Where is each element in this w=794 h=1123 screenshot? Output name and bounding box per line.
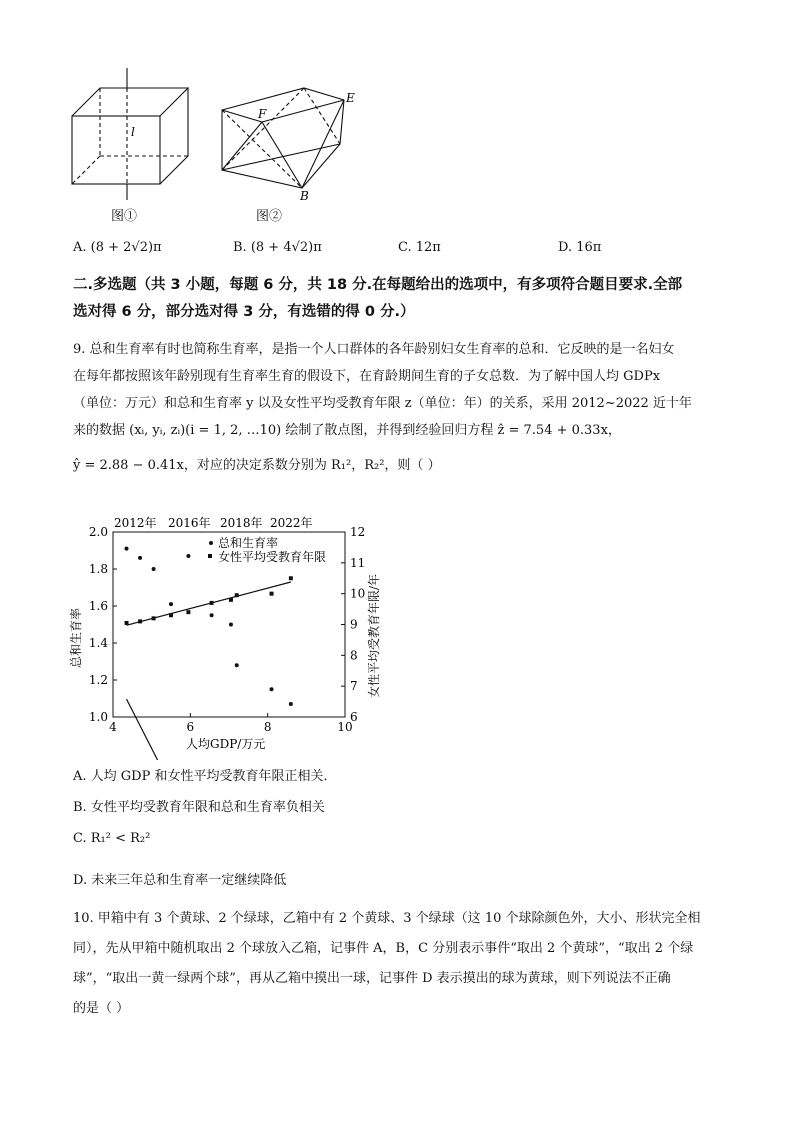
solid-hidden-edges [222,88,340,188]
y-right-tick-label: 8 [350,648,358,663]
y-right-tick-label: 7 [350,679,358,694]
fertility-point [229,623,233,627]
cuboid-front-face [72,116,160,184]
figure-2-solid [210,84,360,204]
section-2-line-1: 二.多选题（共 3 小题，每题 6 分，共 18 分.在每题给出的选项中，有多项符合题目要求.全部 [73,277,683,293]
y-right-tick-label: 10 [350,586,366,601]
fertility-point [270,687,274,691]
cuboid-hidden-edges [72,88,188,184]
q10-line-2: 同），先从甲箱中随机取出 2 个球放入乙箱，记事件 A，B，C 分别表示事件“取出 2 个黄球”，“取出 2 个绿 [73,941,694,956]
education-point [169,613,173,617]
q9-stem [73,336,733,479]
y-left-axis-title: 总和生育率 [69,607,83,668]
vertex-label-F: F [258,107,267,121]
q9-line-2: 在每年都按照该年龄别现有生育率生育的假设下，在育龄期间生育的子女总数．为了解中国人均 GDPx [73,369,661,384]
vertex-label-B: B [300,189,309,203]
year-label-2016: 2016年 [168,516,211,530]
fertility-point [210,613,214,617]
fertility-point [289,702,293,706]
fertility-point [186,554,190,558]
legend-dot-label: 总和生育率 [218,536,279,550]
x-tick-label: 4 [109,720,117,734]
vertex-label-E: E [346,91,355,105]
q8-choice-b[interactable]: B. (8 + 4√2)π [233,240,322,255]
q8-choice-d[interactable]: D. 16π [558,240,602,255]
education-point [289,576,293,580]
y-left-tick-label: 1.4 [88,636,108,650]
fertility-point [125,547,129,551]
education-point [138,619,142,623]
x-axis-title: 人均GDP/万元 [186,737,266,751]
education-point [210,601,214,605]
legend-square-marker [208,554,212,558]
section-2-line-2: 选对得 6 分，部分选对得 3 分，有选错的得 0 分.） [73,304,415,320]
y-right-tick-label: 9 [350,617,358,632]
q10-stem [73,904,733,1024]
q9-option-d[interactable]: D. 未来三年总和生育率一定继续降低 [73,873,287,888]
x-tick-label: 8 [263,720,272,734]
q9-scatter-chart [60,510,400,760]
cuboid-top-face [72,88,188,116]
fertility-point [169,602,173,606]
q8-choice-a[interactable]: A. (8 + 2√2)π [73,240,162,255]
y-left-tick-label: 1.6 [88,599,108,613]
y-left-tick-label: 1.8 [88,562,108,576]
year-label-2012: 2012年 [114,516,157,530]
q10-line-1: 10. 甲箱中有 3 个黄球、2 个绿球，乙箱中有 2 个黄球、3 个绿球（这 10 个球除颜色外，大小、形状完全相 [73,911,701,926]
legend-square-label: 女性平均受教育年限 [218,550,327,564]
q9-line-4: 来的数据 (xᵢ, yᵢ, zᵢ)(i = 1, 2, …10) 绘制了散点图，并得到经验回归方程 ẑ = 7.54 + 0.33x， [73,423,621,438]
y-right-tick-label: 6 [350,710,358,724]
education-point [229,598,233,602]
y-right-tick-label: 12 [350,525,366,539]
fertility-point [152,567,156,571]
q9-line-5: ŷ = 2.88 − 0.41x，对应的决定系数分别为 R₁²，R₂²，则（ ） [73,458,441,473]
q9-line-3: （单位：万元）和总和生育率 y 以及女性平均受教育年限 z（单位：年）的关系，采用 2012~2022 近十年 [73,396,692,411]
section-2-heading [73,272,733,326]
q10-line-3: 球”，“取出一黄一绿两个球”，再从乙箱中摸出一球，记事件 D 表示摸出的球为黄球，则下列说法不正确 [73,971,671,986]
q9-option-a[interactable]: A. 人均 GDP 和女性平均受教育年限正相关． [73,769,337,784]
fertility-point [138,556,142,560]
x-tick-label: 6 [186,720,195,734]
fertility-point [235,663,239,667]
axis-label-l: l [131,125,135,139]
education-point [235,593,239,597]
y-left-tick-label: 1.0 [88,710,108,724]
regression-line [127,582,291,625]
q10-line-4: 的是（ ） [73,1001,130,1016]
edge-6 [222,144,340,170]
q9-line-1: 9. 总和生育率有时也简称生育率，是指一个人口群体的各年龄别妇女生育率的总和．它反映的是一名妇女 [73,342,675,357]
q8-choice-c[interactable]: C. 12π [398,240,441,255]
y-left-tick-label: 1.2 [88,673,108,687]
x-tick-label: 10 [337,720,353,734]
q9-option-c[interactable]: C. R₁² < R₂² [73,831,151,846]
figure-1-cuboid [60,64,210,224]
y-right-axis-title: 女性平均受教育年限/年 [367,573,381,698]
edge-2 [262,100,344,122]
year-label-2022: 2022年 [270,516,313,530]
figure-1-caption: 图① [111,209,138,224]
education-point [270,592,274,596]
year-label-2018: 2018年 [220,516,263,530]
legend-dot-marker [209,541,213,545]
education-point [152,616,156,620]
figure-2-caption: 图② [256,209,283,224]
education-point [186,610,190,614]
education-point [125,621,129,625]
y-left-tick-label: 2.0 [88,525,108,539]
q9-option-b[interactable]: B. 女性平均受教育年限和总和生育率负相关 [73,800,325,815]
y-right-tick-label: 11 [350,555,366,570]
